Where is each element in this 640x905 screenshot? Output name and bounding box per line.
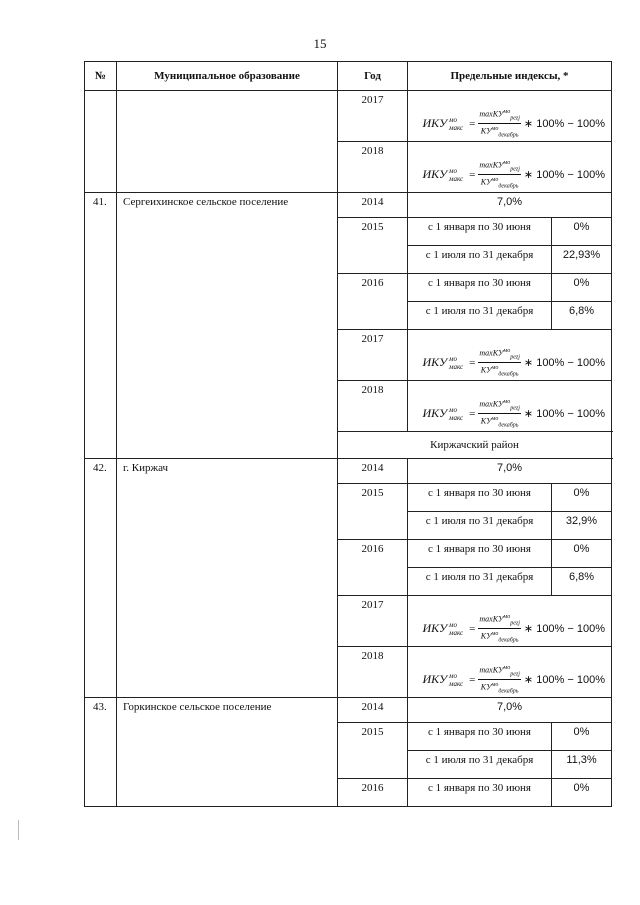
formula-num-sup: мо bbox=[503, 348, 511, 354]
row-number: 42. bbox=[85, 459, 117, 698]
formula-den-sub: декабрь bbox=[498, 132, 519, 139]
year-cell: 2017 bbox=[338, 91, 408, 142]
formula-cell bbox=[408, 91, 612, 142]
formula-num-main: maxKУ bbox=[479, 109, 504, 119]
formula-sub-bottom: макс bbox=[449, 413, 464, 422]
formula-tail: ∗ 100% − 100% bbox=[523, 674, 605, 687]
formula-num-sup: мо bbox=[503, 665, 511, 671]
formula-numerator bbox=[478, 612, 521, 629]
index-value: 0% bbox=[552, 274, 612, 302]
formula-den-sup: мо bbox=[491, 682, 499, 689]
header-year: Год bbox=[338, 62, 408, 91]
formula bbox=[422, 397, 605, 431]
formula bbox=[422, 612, 605, 646]
year-cell: 2016 bbox=[338, 540, 408, 596]
header-index: Предельные индексы, * bbox=[408, 62, 612, 91]
formula-numerator bbox=[478, 158, 521, 175]
table-row bbox=[85, 193, 612, 218]
formula-fraction bbox=[478, 346, 521, 380]
formula-denominator bbox=[481, 629, 519, 645]
formula-sub-top: мо bbox=[449, 115, 458, 124]
formula-lhs: ИКУ bbox=[422, 355, 448, 370]
formula-denominator bbox=[481, 680, 519, 696]
formula-lhs: ИКУ bbox=[422, 621, 448, 636]
table-row bbox=[85, 698, 612, 723]
formula-den-sub: декабрь bbox=[498, 371, 519, 378]
year-cell: 2018 bbox=[338, 142, 408, 193]
period-label: с 1 января по 30 июня bbox=[408, 484, 552, 512]
table-header-row bbox=[85, 62, 612, 91]
formula-den-main: KУ bbox=[480, 126, 492, 136]
period-label: с 1 июля по 31 декабря bbox=[408, 751, 552, 779]
index-value: 0% bbox=[552, 540, 612, 568]
num-cell-empty bbox=[85, 91, 117, 193]
index-value: 22,93% bbox=[552, 246, 612, 274]
formula-fraction bbox=[478, 397, 521, 431]
formula-num-main: maxKУ bbox=[479, 160, 504, 170]
formula-den-sub: декабрь bbox=[498, 183, 519, 190]
formula-denominator bbox=[481, 175, 519, 191]
formula-num-sup: мо bbox=[503, 109, 511, 115]
index-value: 7,0% bbox=[408, 193, 612, 218]
formula-num-sup: мо bbox=[503, 160, 511, 166]
formula-equals: = bbox=[469, 168, 476, 181]
formula-lhs: ИКУ bbox=[422, 167, 448, 182]
formula-denominator bbox=[481, 124, 519, 140]
formula-lhs: ИКУ bbox=[422, 672, 448, 687]
formula-den-sup: мо bbox=[491, 631, 499, 638]
formula-fraction bbox=[478, 158, 521, 192]
index-value: 0% bbox=[552, 484, 612, 512]
formula-equals: = bbox=[469, 117, 476, 130]
period-label: с 1 июля по 31 декабря bbox=[408, 246, 552, 274]
formula-den-sub: декабрь bbox=[498, 688, 519, 695]
scan-margin-mark bbox=[18, 820, 19, 840]
index-value: 6,8% bbox=[552, 568, 612, 596]
formula-num-sub: реzj bbox=[510, 354, 520, 361]
formula-subscript bbox=[449, 621, 463, 637]
row-number: 41. bbox=[85, 193, 117, 459]
formula-equals: = bbox=[469, 356, 476, 369]
formula-tail: ∗ 100% − 100% bbox=[523, 623, 605, 636]
formula-sub-bottom: макс bbox=[449, 679, 464, 688]
formula-numerator bbox=[478, 346, 521, 363]
name-cell-empty bbox=[117, 91, 338, 193]
formula-subscript bbox=[449, 167, 463, 183]
formula-den-main: KУ bbox=[480, 682, 492, 692]
formula-num-main: maxKУ bbox=[479, 348, 504, 358]
formula-num-main: maxKУ bbox=[479, 614, 504, 624]
formula-sub-top: мо bbox=[449, 354, 458, 363]
row-number: 43. bbox=[85, 698, 117, 807]
formula-tail: ∗ 100% − 100% bbox=[523, 408, 605, 421]
year-cell: 2018 bbox=[338, 381, 408, 432]
index-value: 7,0% bbox=[408, 698, 612, 723]
formula-num-sup: мо bbox=[503, 614, 511, 620]
year-cell: 2015 bbox=[338, 723, 408, 779]
index-value: 11,3% bbox=[552, 751, 612, 779]
formula-lhs: ИКУ bbox=[422, 406, 448, 421]
formula-num-main: maxKУ bbox=[479, 665, 504, 675]
table-row bbox=[85, 91, 612, 142]
formula bbox=[422, 107, 605, 141]
formula bbox=[422, 158, 605, 192]
municipality-name: Сергеихинское сельское поселение bbox=[117, 193, 338, 459]
year-cell: 2017 bbox=[338, 596, 408, 647]
formula-sub-bottom: макс bbox=[449, 628, 464, 637]
formula-num-main: maxKУ bbox=[479, 399, 504, 409]
index-value: 6,8% bbox=[552, 302, 612, 330]
period-label: с 1 июля по 31 декабря bbox=[408, 568, 552, 596]
formula-den-sup: мо bbox=[491, 126, 499, 133]
formula-denominator bbox=[481, 414, 519, 430]
formula-equals: = bbox=[469, 622, 476, 635]
formula-sub-top: мо bbox=[449, 620, 458, 629]
formula-subscript bbox=[449, 116, 463, 132]
period-label: с 1 января по 30 июня bbox=[408, 274, 552, 302]
formula-num-sub: реzj bbox=[510, 115, 520, 122]
formula-sub-bottom: макс bbox=[449, 362, 464, 371]
formula-numerator bbox=[478, 663, 521, 680]
formula-cell bbox=[408, 647, 612, 698]
header-municipality: Муниципальное образование bbox=[117, 62, 338, 91]
district-title: Киржачский район bbox=[338, 432, 612, 459]
formula-den-sub: декабрь bbox=[498, 422, 519, 429]
formula-den-sup: мо bbox=[491, 365, 499, 372]
header-num: № bbox=[85, 62, 117, 91]
formula-den-sup: мо bbox=[491, 177, 499, 184]
formula-sub-top: мо bbox=[449, 671, 458, 680]
period-label: с 1 января по 30 июня bbox=[408, 218, 552, 246]
formula-den-sub: декабрь bbox=[498, 637, 519, 644]
formula-numerator bbox=[478, 397, 521, 414]
formula-cell bbox=[408, 596, 612, 647]
formula-sub-top: мо bbox=[449, 166, 458, 175]
year-cell: 2014 bbox=[338, 698, 408, 723]
formula-cell bbox=[408, 142, 612, 193]
table-row bbox=[85, 459, 612, 484]
year-cell: 2018 bbox=[338, 647, 408, 698]
formula-fraction bbox=[478, 663, 521, 697]
year-cell: 2016 bbox=[338, 779, 408, 807]
formula-cell bbox=[408, 330, 612, 381]
index-value: 7,0% bbox=[408, 459, 612, 484]
formula-tail: ∗ 100% − 100% bbox=[523, 169, 605, 182]
year-cell: 2017 bbox=[338, 330, 408, 381]
formula-num-sub: реzj bbox=[510, 166, 520, 173]
period-label: с 1 января по 30 июня bbox=[408, 779, 552, 807]
formula-den-main: KУ bbox=[480, 365, 492, 375]
formula-fraction bbox=[478, 107, 521, 141]
municipality-name: г. Киржач bbox=[117, 459, 338, 698]
formula-den-main: KУ bbox=[480, 416, 492, 426]
year-cell: 2015 bbox=[338, 484, 408, 540]
year-cell: 2014 bbox=[338, 193, 408, 218]
year-cell: 2014 bbox=[338, 459, 408, 484]
formula-num-sub: реzj bbox=[510, 671, 520, 678]
year-cell: 2016 bbox=[338, 274, 408, 330]
formula-num-sub: реzj bbox=[510, 405, 520, 412]
formula bbox=[422, 663, 605, 697]
formula-denominator bbox=[481, 363, 519, 379]
formula-subscript bbox=[449, 355, 463, 371]
formula-equals: = bbox=[469, 407, 476, 420]
formula-den-sup: мо bbox=[491, 416, 499, 423]
formula-den-main: KУ bbox=[480, 177, 492, 187]
formula-tail: ∗ 100% − 100% bbox=[523, 118, 605, 131]
formula-sub-bottom: макс bbox=[449, 123, 464, 132]
formula-subscript bbox=[449, 406, 463, 422]
formula-cell bbox=[408, 381, 612, 432]
formula-den-main: KУ bbox=[480, 631, 492, 641]
formula-tail: ∗ 100% − 100% bbox=[523, 357, 605, 370]
period-label: с 1 января по 30 июня bbox=[408, 723, 552, 751]
period-label: с 1 июля по 31 декабря bbox=[408, 512, 552, 540]
index-value: 32,9% bbox=[552, 512, 612, 540]
formula bbox=[422, 346, 605, 380]
year-cell: 2015 bbox=[338, 218, 408, 274]
formula-subscript bbox=[449, 672, 463, 688]
formula-num-sup: мо bbox=[503, 399, 511, 405]
formula-sub-bottom: макс bbox=[449, 174, 464, 183]
formula-equals: = bbox=[469, 673, 476, 686]
tariff-index-table bbox=[84, 61, 612, 807]
formula-numerator bbox=[478, 107, 521, 124]
page-number: 15 bbox=[313, 36, 327, 51]
index-value: 0% bbox=[552, 723, 612, 751]
period-label: с 1 января по 30 июня bbox=[408, 540, 552, 568]
index-value: 0% bbox=[552, 218, 612, 246]
formula-lhs: ИКУ bbox=[422, 116, 448, 131]
formula-fraction bbox=[478, 612, 521, 646]
formula-num-sub: реzj bbox=[510, 620, 520, 627]
index-value: 0% bbox=[552, 779, 612, 807]
formula-sub-top: мо bbox=[449, 405, 458, 414]
period-label: с 1 июля по 31 декабря bbox=[408, 302, 552, 330]
municipality-name: Горкинское сельское поселение bbox=[117, 698, 338, 807]
